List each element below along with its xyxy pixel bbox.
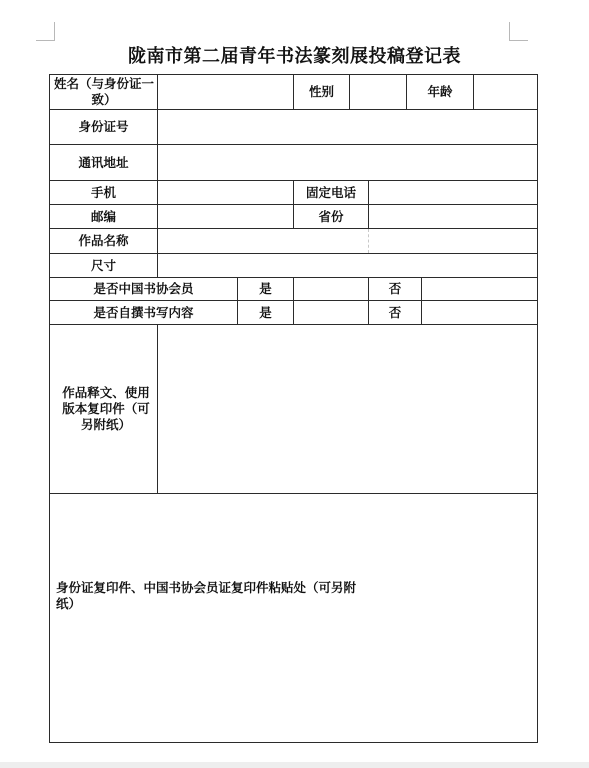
page-corner-mark-right [509,22,528,41]
cal-member-yes-label [238,278,293,300]
work-title-field[interactable] [158,229,537,253]
id-copy-paste-area[interactable] [360,494,537,742]
work-title-label-text: 作品名称 [78,233,129,248]
self-written-yes-label [238,301,293,324]
id-copy-label [56,580,356,640]
cal-member-no-field[interactable] [422,278,537,300]
no-label-text: 否 [388,281,402,296]
address-label [50,145,157,180]
self-written-label-text: 是否自撰书写内容 [93,304,194,320]
yes-label-text: 是 [259,281,272,296]
id-number-label-text: 身份证号 [78,119,129,134]
age-field[interactable] [474,75,537,109]
province-label [294,205,368,228]
landline-label [294,181,368,204]
cal-member-label [50,278,237,300]
size-field[interactable] [158,254,537,277]
mobile-label [50,181,157,204]
self-written-no-field[interactable] [422,301,537,324]
name-label [52,75,156,109]
age-label [407,75,473,109]
self-written-label [50,301,237,324]
age-label-text: 年龄 [427,84,453,99]
table-border-right [537,74,538,743]
landline-label-text: 固定电话 [305,184,356,200]
postcode-label [50,205,157,228]
address-label-text: 通讯地址 [78,154,129,170]
self-written-no-label [369,301,421,324]
table-border-bottom [49,742,538,743]
id-copy-label-text: 身份证复印件、中国书协会员证复印件粘贴处（可另附纸） [56,580,357,611]
yes-label-text: 是 [259,304,272,320]
postcode-field[interactable] [158,205,293,228]
transcription-label-text: 作品释文、使用版本复印件（可另附纸） [62,385,150,432]
page-bottom-edge [0,762,589,768]
mobile-field[interactable] [158,181,293,204]
id-number-field[interactable] [158,110,537,144]
work-title-label [50,229,157,253]
province-label-text: 省份 [318,208,344,224]
gender-label [294,75,349,109]
transcription-field[interactable] [158,325,537,493]
form-title: 陇南市第二届青年书法篆刻展投稿登记表 [128,46,461,67]
gender-field[interactable] [350,75,406,109]
gender-label-text: 性别 [308,84,334,99]
self-written-yes-field[interactable] [294,301,368,324]
size-label-text: 尺寸 [90,257,116,273]
transcription-label [58,325,154,493]
size-label [50,254,157,277]
mobile-label-text: 手机 [90,184,116,200]
id-number-label [50,110,157,144]
province-field[interactable] [369,205,537,228]
name-label-text: 姓名（与身份证一致） [53,76,154,107]
page-corner-mark-left [36,22,55,41]
postcode-label-text: 邮编 [90,208,116,224]
no-label-text: 否 [388,304,402,320]
cal-member-label-text: 是否中国书协会员 [93,281,194,296]
landline-field[interactable] [369,181,537,204]
cal-member-yes-field[interactable] [294,278,368,300]
address-field[interactable] [158,145,537,180]
name-field[interactable] [158,75,293,109]
cal-member-no-label [369,278,421,300]
